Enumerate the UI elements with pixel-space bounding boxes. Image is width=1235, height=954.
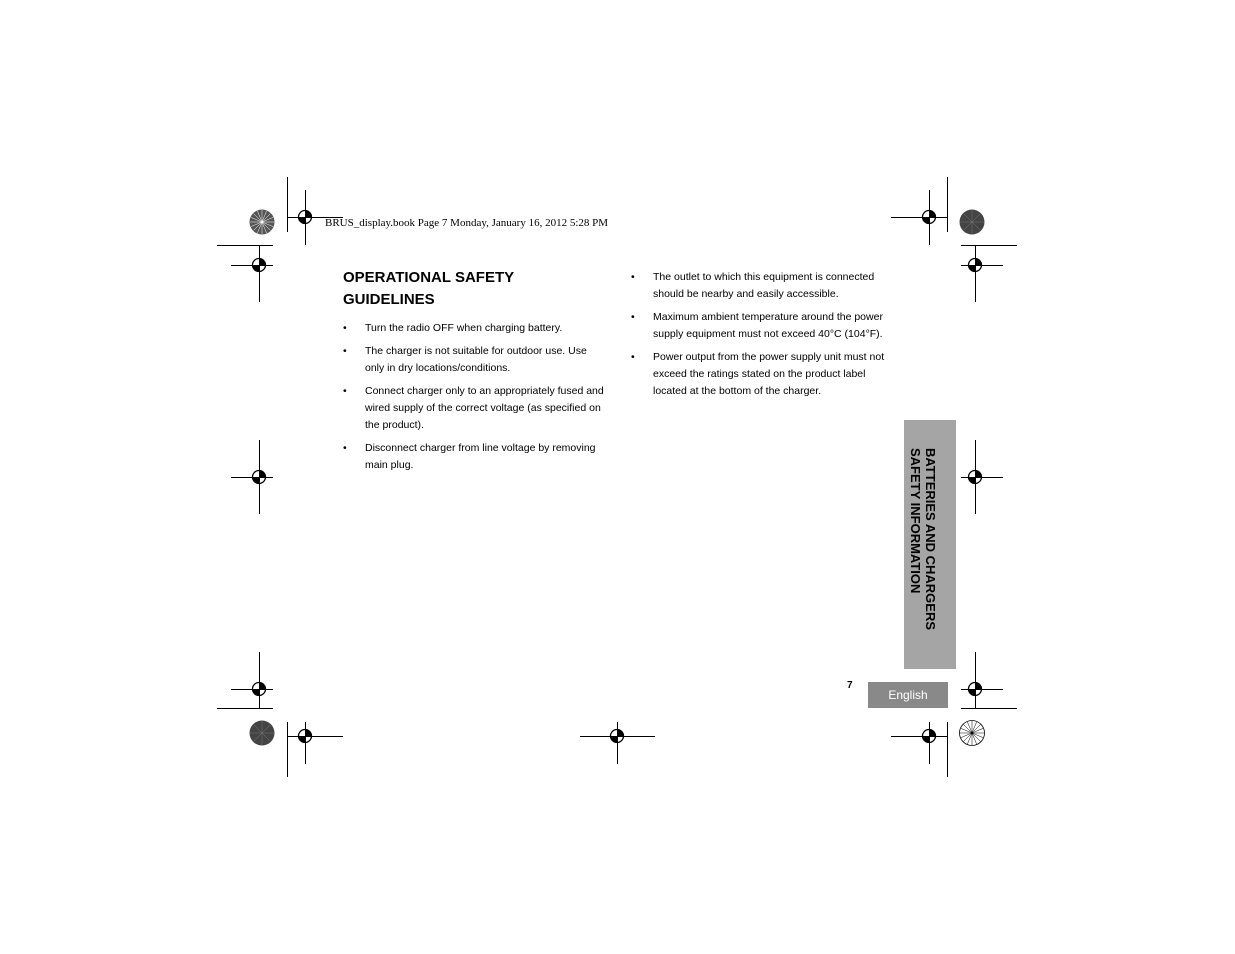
- chapter-side-tab-label: [908, 448, 938, 630]
- list-item-text: Power output from the power supply unit must not exceed the ratings stated on the product label located at the bottom of the charger.: [653, 351, 885, 397]
- chapter-side-tab-line: SAFETY INFORMATION: [908, 448, 923, 594]
- chapter-side-tab: [904, 420, 956, 669]
- left-bullet-list: [343, 320, 605, 480]
- bullet-icon: •: [343, 385, 347, 397]
- crop-mark: [961, 708, 1017, 709]
- crop-mark: [287, 722, 288, 777]
- bullet-icon: •: [343, 322, 347, 334]
- crop-mark: [287, 177, 288, 232]
- crop-mark: [961, 245, 1017, 246]
- list-item: [631, 309, 895, 343]
- list-item: [343, 320, 605, 337]
- list-item-text: Connect charger only to an appropriately fused and wired supply of the correct voltage (as specified on the product).: [365, 385, 604, 431]
- registration-target-icon: [919, 207, 939, 227]
- registration-target-icon: [965, 679, 985, 699]
- bullet-icon: •: [343, 442, 347, 454]
- list-item: [343, 383, 605, 434]
- list-item-text: The charger is not suitable for outdoor use. Use only in dry locations/conditions.: [365, 345, 587, 374]
- list-item: [631, 269, 895, 303]
- right-bullet-list: [631, 269, 895, 406]
- registration-target-icon: [249, 255, 269, 275]
- crop-mark: [947, 177, 948, 232]
- registration-target-icon: [295, 726, 315, 746]
- section-heading-line: OPERATIONAL SAFETY: [343, 269, 515, 286]
- section-heading-line: GUIDELINES: [343, 291, 435, 308]
- page-number: 7: [847, 680, 853, 691]
- chapter-side-tab-line: BATTERIES AND CHARGERS: [923, 448, 938, 631]
- section-heading: [343, 267, 603, 311]
- list-item-text: Turn the radio OFF when charging battery.: [365, 322, 563, 334]
- registration-target-icon: [249, 467, 269, 487]
- crop-mark: [947, 722, 948, 777]
- registration-target-icon: [295, 207, 315, 227]
- bullet-icon: •: [631, 271, 635, 283]
- bullet-icon: •: [343, 345, 347, 357]
- list-item-text: Maximum ambient temperature around the power supply equipment must not exceed 40°C (104°F).: [653, 311, 883, 340]
- list-item-text: Disconnect charger from line voltage by removing main plug.: [365, 442, 596, 471]
- starburst-mark-icon: [249, 720, 275, 746]
- registration-target-icon: [965, 467, 985, 487]
- starburst-mark-icon: [959, 720, 985, 746]
- list-item: [343, 343, 605, 377]
- bullet-icon: •: [631, 311, 635, 323]
- list-item: [343, 440, 605, 474]
- crop-mark: [217, 245, 273, 246]
- bullet-icon: •: [631, 351, 635, 363]
- registration-target-icon: [607, 726, 627, 746]
- print-slug: BRUS_display.book Page 7 Monday, January 16, 2012 5:28 PM: [325, 217, 609, 229]
- registration-target-icon: [919, 726, 939, 746]
- starburst-mark-icon: [249, 209, 275, 235]
- crop-mark: [217, 708, 273, 709]
- starburst-mark-icon: [959, 209, 985, 235]
- list-item-text: The outlet to which this equipment is connected should be nearby and easily accessible.: [653, 271, 875, 300]
- language-tab: English: [868, 682, 948, 708]
- registration-target-icon: [249, 679, 269, 699]
- list-item: [631, 349, 895, 400]
- registration-target-icon: [965, 255, 985, 275]
